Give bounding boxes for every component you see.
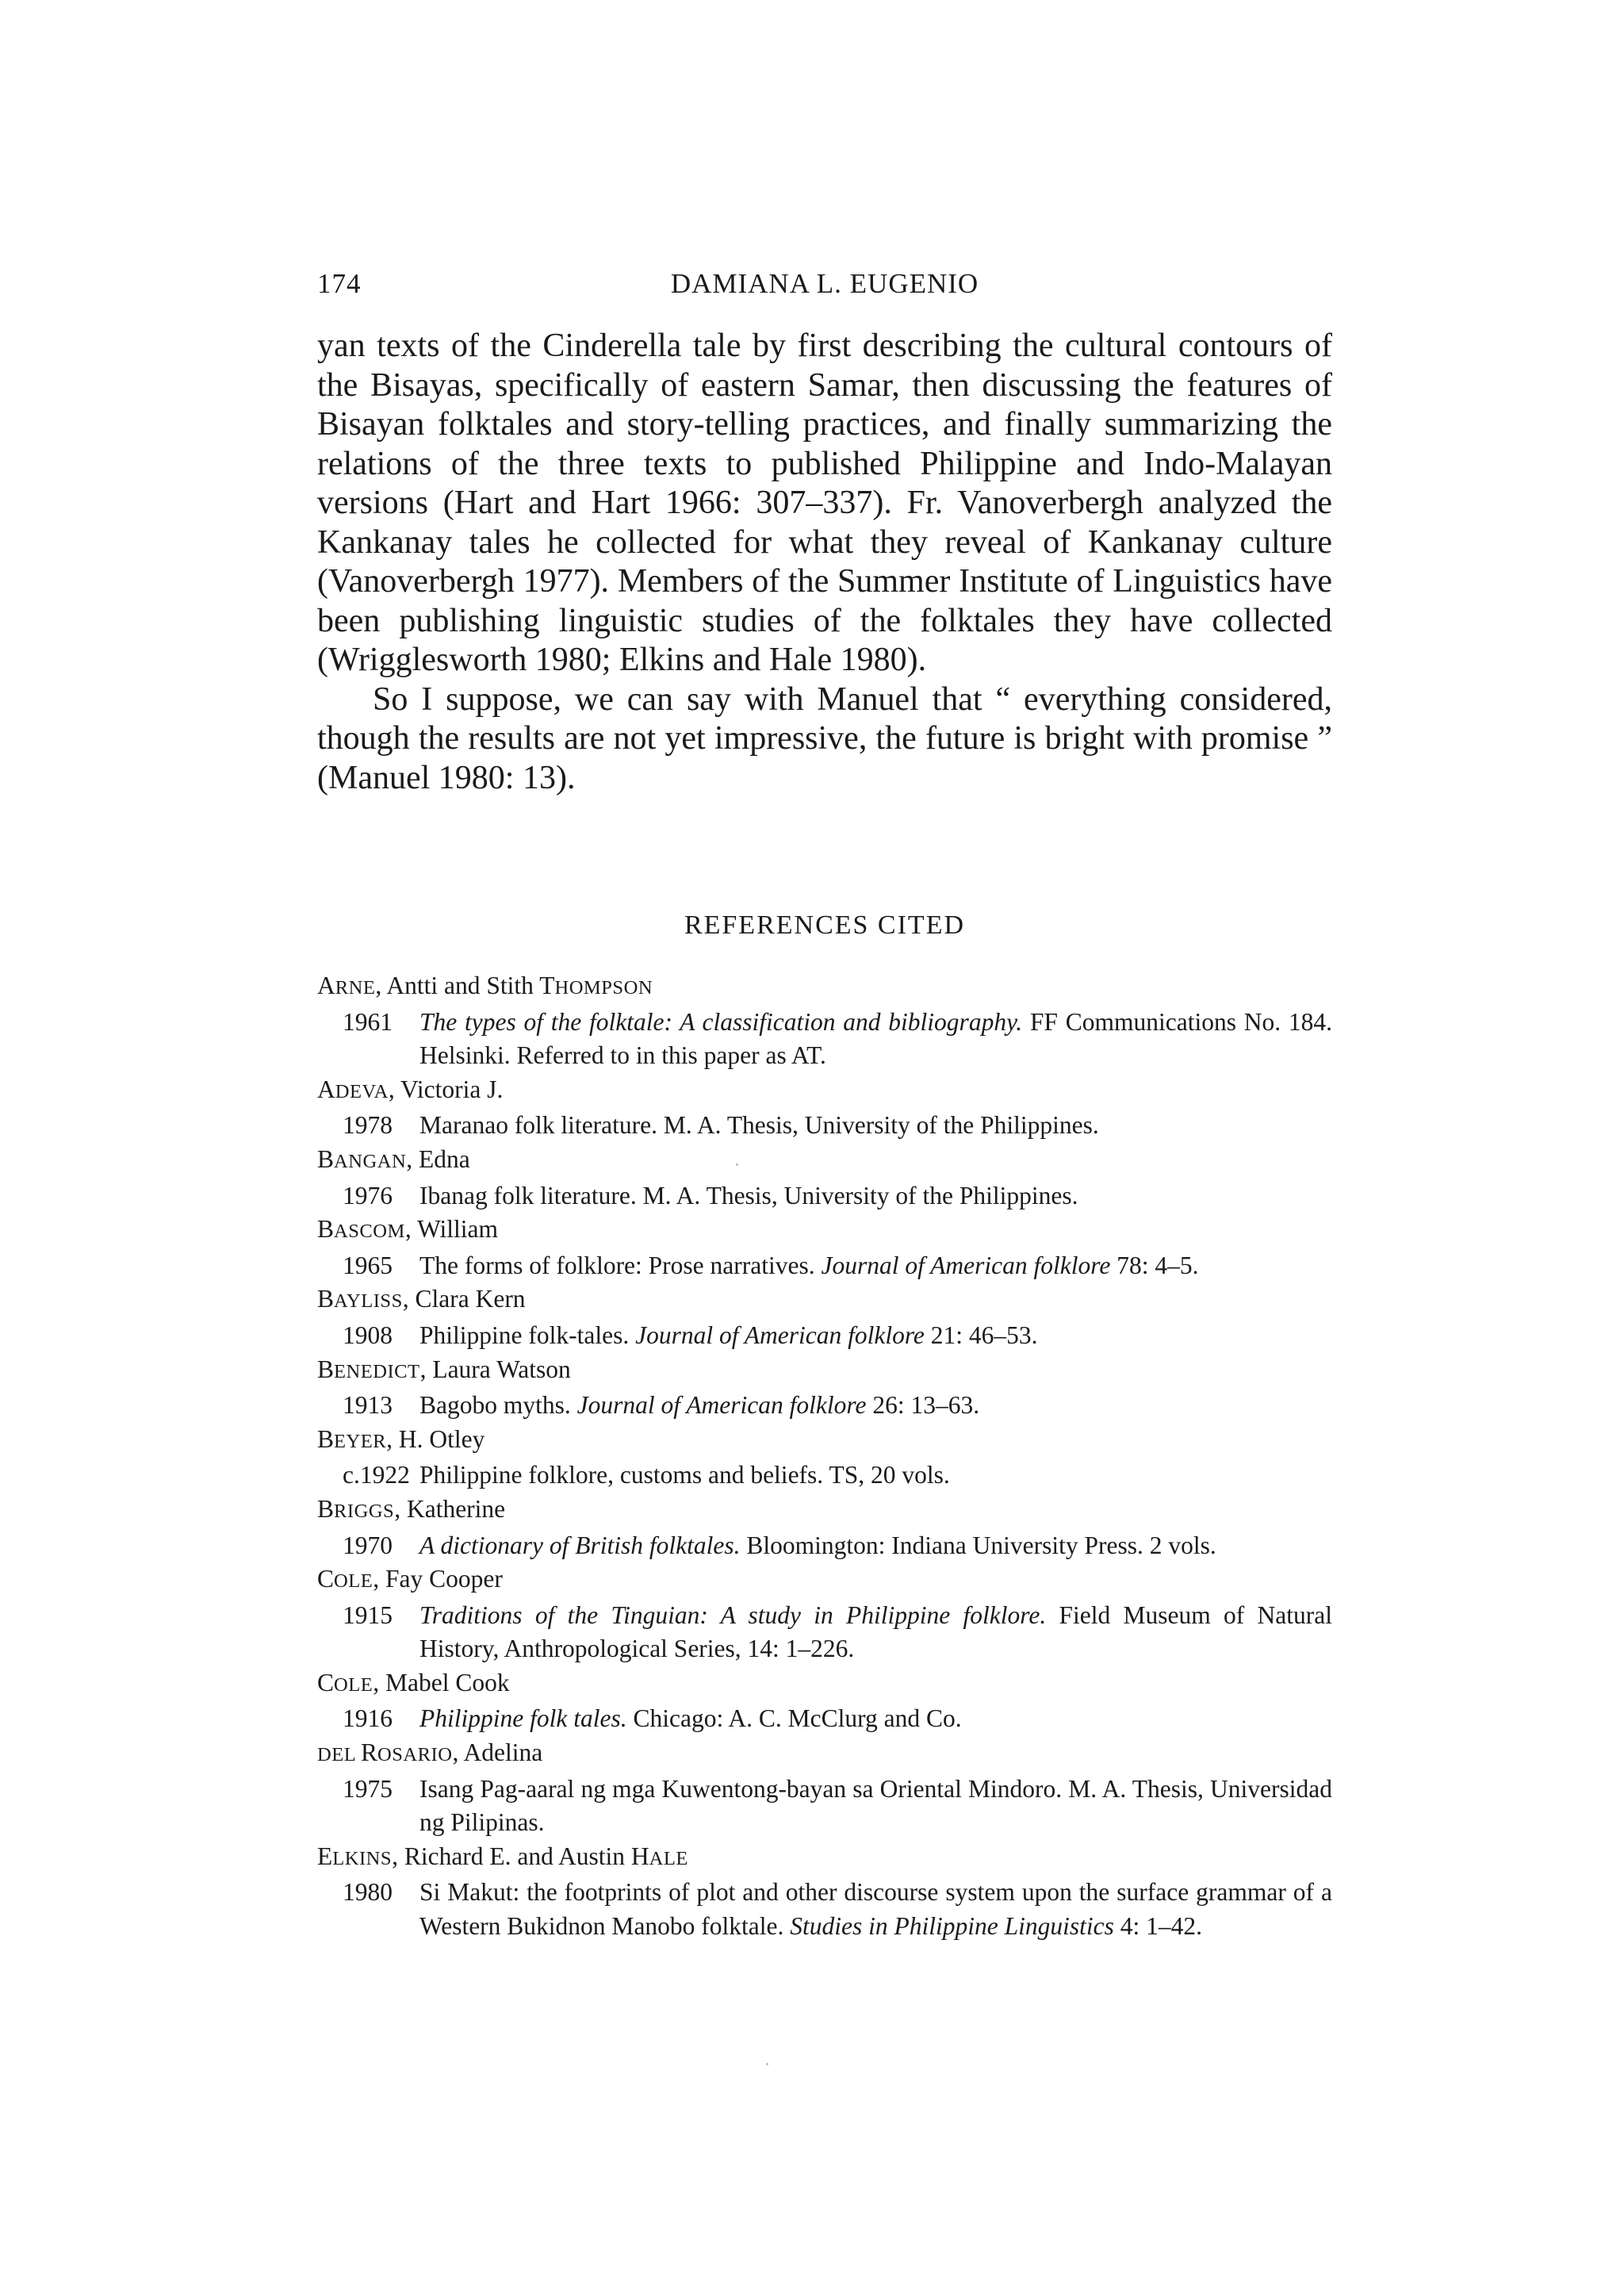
reference-year: 1976 (343, 1181, 393, 1209)
reference-entry (317, 1876, 1332, 1943)
reference-detail: FF Communications No. 184. Helsinki. Referred to in this paper as AT. (419, 1007, 1332, 1070)
reference-detail: 21: 46–53. (924, 1321, 1038, 1349)
reference-text (419, 1109, 1332, 1143)
reference-year: 1980 (343, 1878, 393, 1907)
reference-detail: 4: 1–42. (1113, 1912, 1203, 1941)
author-text: A (317, 972, 335, 999)
author-smallcaps: LKINS (332, 1847, 393, 1869)
author-text: B (317, 1424, 335, 1453)
author-smallcaps: RIGGS (334, 1500, 395, 1522)
reference-detail: Field Museum of Natural History, Anthropological Series, 14: 1–226. (419, 1600, 1332, 1663)
reference-title: Journal of American folklore (576, 1391, 867, 1420)
running-header (317, 268, 1332, 306)
reference-year: 1915 (343, 1600, 393, 1629)
reference-detail: Chicago: A. C. McClurg and Co. (626, 1704, 962, 1733)
references-list (317, 969, 1332, 1944)
author-text: , Mabel Cook (373, 1668, 510, 1696)
reference-author (317, 1666, 1332, 1703)
reference-entry (317, 1599, 1332, 1666)
body-paragraph: yan texts of the Cinderella tale by first describing the cultural contours of the Bisayas, specifically of eastern Samar, then discussing the features of Bisayan folktales and story-telling practices, and finally summarizing the relations of the three texts to published Philippine and Indo-Malayan versions (Hart and Hart 1966: 307–337). Fr. Vanoverbergh analyzed the Kankanay tales he collected for what they reveal of Kankanay culture (Vanoverbergh 1977). Members of the Summer Institute of Linguistics have been publishing linguistic studies of the folktales they have collected (Wrigglesworth 1980; Elkins and Hale 1980). (317, 328, 1332, 678)
author-text: T (539, 972, 555, 999)
reference-title: A dictionary of British folktales. (419, 1531, 741, 1559)
author-smallcaps: ASCOM (334, 1221, 405, 1243)
scan-speck (736, 1163, 738, 1166)
reference-year: 1908 (343, 1321, 393, 1349)
running-title: DAMIANA L. EUGENIO (670, 268, 979, 299)
author-smallcaps: ALE (649, 1847, 688, 1869)
reference-title: Studies in Philippine Linguistics (790, 1912, 1114, 1941)
reference-detail: The forms of folklore: Prose narratives. (419, 1251, 822, 1279)
reference-entry (317, 1389, 1332, 1423)
reference-text (419, 1249, 1332, 1283)
author-text: C (317, 1668, 335, 1696)
author-text: R (360, 1738, 377, 1767)
reference-text (419, 1773, 1332, 1840)
author-smallcaps: ENEDICT (334, 1360, 420, 1382)
author-text: , Laura Watson (419, 1355, 571, 1383)
author-smallcaps: EYER (334, 1430, 387, 1452)
reference-author (317, 1353, 1332, 1390)
reference-author (317, 1840, 1332, 1876)
reference-author (317, 1562, 1332, 1599)
reference-detail: Philippine folklore, customs and beliefs. TS, 20 vols. (419, 1461, 950, 1489)
author-text: , Victoria J. (388, 1075, 504, 1103)
author-text: E (317, 1842, 333, 1870)
reference-title: Traditions of the Tinguian: A study in Philippine folklore. (419, 1600, 1047, 1629)
author-text: B (317, 1144, 335, 1173)
reference-author (317, 1736, 1332, 1773)
author-text: C (317, 1565, 335, 1593)
reference-detail: Philippine folk-tales. (419, 1321, 636, 1349)
reference-text (419, 1319, 1332, 1353)
reference-title: Journal of American folklore (635, 1321, 925, 1349)
reference-entry (317, 1529, 1332, 1563)
author-text: , Clara Kern (402, 1285, 526, 1313)
author-text: , Fay Cooper (373, 1565, 503, 1593)
reference-year: 1978 (343, 1111, 393, 1140)
author-smallcaps: DEVA (335, 1080, 389, 1102)
author-smallcaps: OLE (334, 1673, 373, 1696)
author-smallcaps: RNE (335, 977, 376, 999)
references-heading: REFERENCES CITED (684, 910, 966, 940)
author-text: B (317, 1494, 335, 1523)
reference-year: c.1922 (343, 1461, 410, 1489)
reference-entry (317, 1179, 1332, 1213)
reference-text (419, 1006, 1332, 1073)
reference-author (317, 969, 1332, 1006)
reference-text (419, 1389, 1332, 1423)
reference-author (317, 1423, 1332, 1459)
author-smallcaps: DEL (317, 1744, 361, 1766)
author-text: B (317, 1215, 335, 1244)
reference-entry (317, 1249, 1332, 1283)
reference-author (317, 1282, 1332, 1319)
reference-text (419, 1179, 1332, 1213)
reference-author (317, 1493, 1332, 1529)
author-text: , Adelina (452, 1738, 543, 1767)
body-text (317, 327, 1332, 798)
reference-text (419, 1876, 1332, 1943)
author-text: H (630, 1842, 649, 1870)
author-smallcaps: HOMPSON (554, 977, 653, 999)
reference-detail: Si Makut: the footprints of plot and other discourse system upon the surface grammar of a Western Bukidnon Manobo folktale. (419, 1878, 1332, 1941)
reference-detail: Bloomington: Indiana University Press. 2 vols. (740, 1531, 1216, 1559)
reference-year: 1916 (343, 1704, 393, 1733)
reference-detail: Ibanag folk literature. M. A. Thesis, University of the Philippines. (419, 1181, 1078, 1209)
reference-detail: Isang Pag-aaral ng mga Kuwentong-bayan sa Oriental Mindoro. M. A. Thesis, Universidad ng Pilipinas. (419, 1774, 1332, 1837)
reference-title: Philippine folk tales. (419, 1704, 627, 1733)
reference-entry (317, 1109, 1332, 1143)
reference-year: 1961 (343, 1007, 393, 1036)
reference-entry (317, 1773, 1332, 1840)
body-paragraph: So I suppose, we can say with Manuel that “ everything considered, though the results are not yet impressive, the future is bright with promise ” (Manuel 1980: 13). (317, 680, 1332, 796)
reference-text (419, 1459, 1332, 1493)
page-number: 174 (317, 268, 362, 299)
author-text: , Antti and Stith (375, 972, 540, 999)
reference-text (419, 1702, 1332, 1736)
reference-detail: 78: 4–5. (1110, 1251, 1199, 1279)
reference-title: Journal of American folklore (821, 1251, 1111, 1279)
reference-entry (317, 1459, 1332, 1493)
author-smallcaps: OSARIO (377, 1744, 453, 1766)
reference-author (317, 1213, 1332, 1249)
author-smallcaps: AYLISS (334, 1290, 403, 1313)
author-text: A (317, 1075, 335, 1103)
author-smallcaps: ANGAN (334, 1150, 407, 1172)
reference-author (317, 1073, 1332, 1110)
reference-title: The types of the folktale: A classification and bibliography. (419, 1007, 1023, 1036)
reference-detail: Maranao folk literature. M. A. Thesis, University of the Philippines. (419, 1111, 1099, 1140)
author-text: , H. Otley (386, 1424, 485, 1453)
reference-text (419, 1599, 1332, 1666)
reference-year: 1975 (343, 1774, 393, 1803)
author-smallcaps: OLE (334, 1570, 373, 1593)
reference-detail: Bagobo myths. (419, 1391, 577, 1420)
scan-speck (766, 2063, 768, 2065)
reference-entry (317, 1702, 1332, 1736)
author-text: B (317, 1355, 335, 1383)
author-text: , Edna (406, 1144, 470, 1173)
reference-year: 1965 (343, 1251, 393, 1279)
reference-year: 1970 (343, 1531, 393, 1559)
reference-text (419, 1529, 1332, 1563)
reference-detail: 26: 13–63. (866, 1391, 980, 1420)
author-text: B (317, 1285, 335, 1313)
reference-author (317, 1143, 1332, 1179)
reference-entry (317, 1319, 1332, 1353)
reference-entry (317, 1006, 1332, 1073)
author-text: , Richard E. and Austin (392, 1842, 631, 1870)
reference-year: 1913 (343, 1391, 393, 1420)
author-text: , William (404, 1215, 499, 1244)
author-text: , Katherine (394, 1494, 506, 1523)
